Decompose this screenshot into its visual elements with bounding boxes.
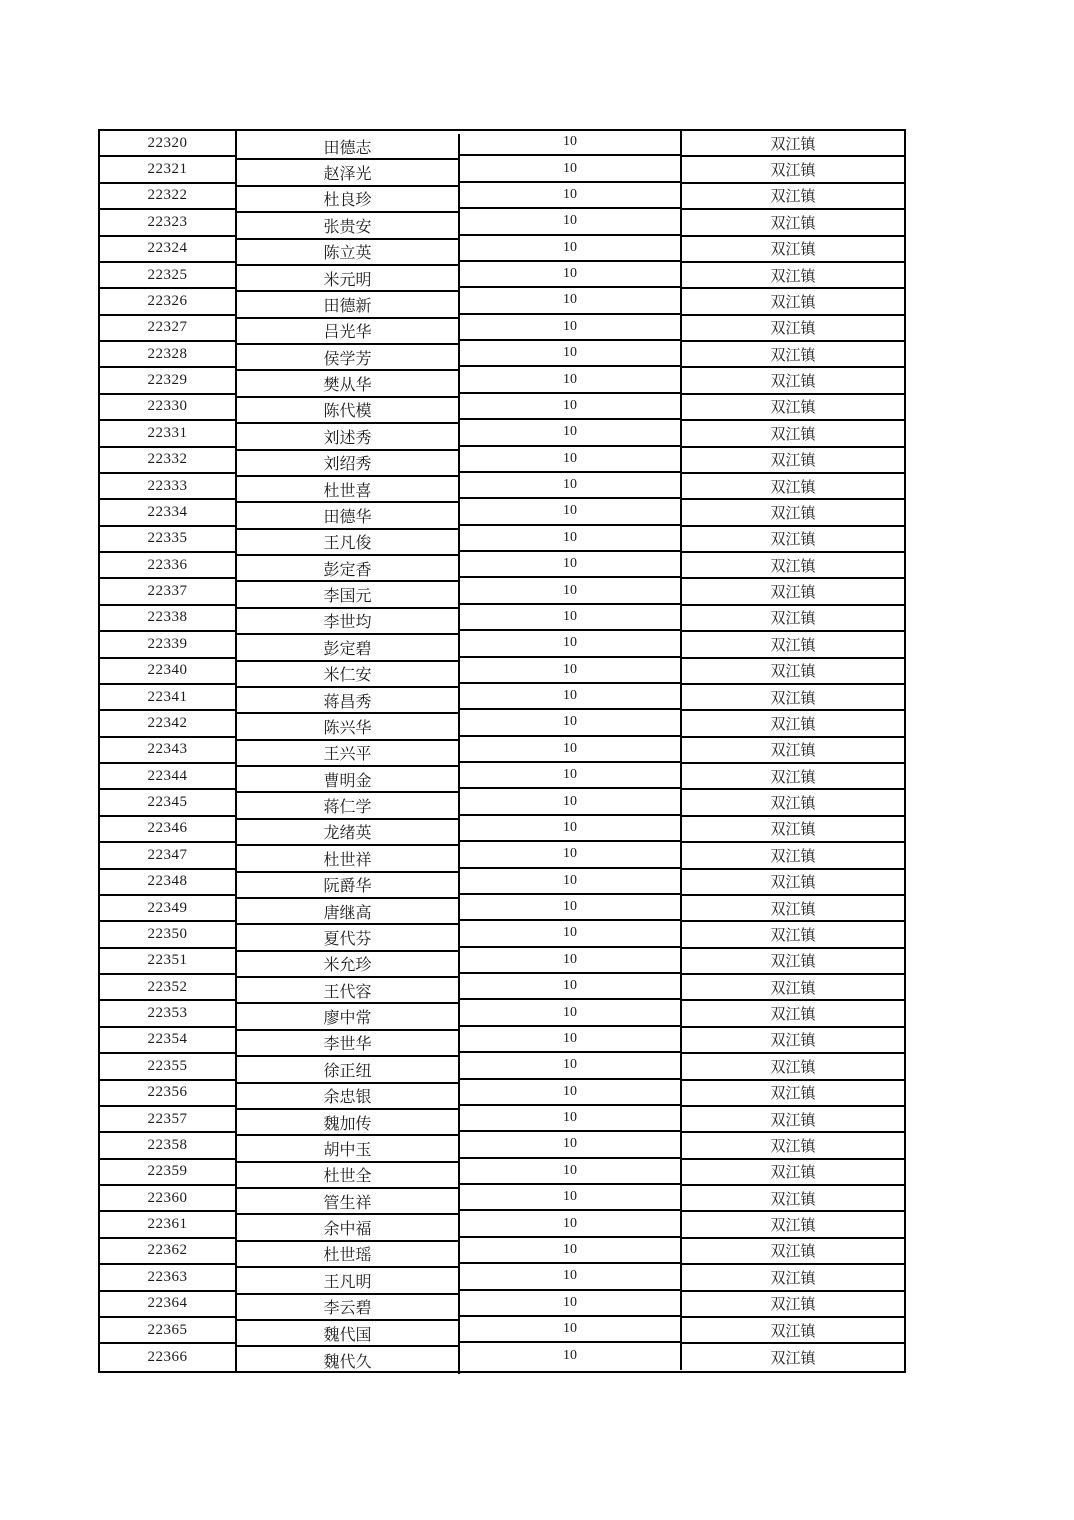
row-id-cell: 22345 <box>100 790 237 816</box>
town-cell: 双江镇 <box>682 579 904 605</box>
row-id-cell: 22325 <box>100 263 237 289</box>
person-name-cell: 刘述秀 <box>237 424 460 450</box>
town-cell: 双江镇 <box>682 1212 904 1238</box>
value-cell: 10 <box>460 447 682 473</box>
row-id-cell: 22343 <box>100 738 237 764</box>
row-id-cell: 22349 <box>100 896 237 922</box>
person-name-cell: 魏加传 <box>237 1110 460 1136</box>
town-cell: 双江镇 <box>682 368 904 394</box>
value-cell: 10 <box>460 1080 682 1106</box>
row-id-cell: 22356 <box>100 1081 237 1107</box>
person-name-cell: 余忠银 <box>237 1084 460 1110</box>
person-name-cell: 田德志 <box>237 134 460 160</box>
row-id-cell: 22358 <box>100 1133 237 1159</box>
value-cell: 10 <box>460 315 682 341</box>
row-id-cell: 22350 <box>100 922 237 948</box>
town-cell: 双江镇 <box>682 685 904 711</box>
person-name-cell: 余中福 <box>237 1215 460 1241</box>
value-cell: 10 <box>460 1000 682 1026</box>
town-cell: 双江镇 <box>682 131 904 157</box>
value-cell: 10 <box>460 1185 682 1211</box>
row-id-cell: 22321 <box>100 157 237 183</box>
row-id-cell: 22341 <box>100 685 237 711</box>
person-name-cell: 李国元 <box>237 582 460 608</box>
row-id-cell: 22359 <box>100 1160 237 1186</box>
row-id-cell: 22361 <box>100 1212 237 1238</box>
town-cell: 双江镇 <box>682 1081 904 1107</box>
person-name-cell: 魏代久 <box>237 1347 460 1373</box>
person-name-cell: 蒋仁学 <box>237 793 460 819</box>
row-id-cell: 22352 <box>100 975 237 1001</box>
person-name-cell: 杜世瑶 <box>237 1242 460 1268</box>
town-cell: 双江镇 <box>682 1292 904 1318</box>
town-cell: 双江镇 <box>682 738 904 764</box>
person-name-cell: 吕光华 <box>237 319 460 345</box>
value-cell: 10 <box>460 394 682 420</box>
value-cell: 10 <box>460 816 682 842</box>
town-cell: 双江镇 <box>770 1350 816 1367</box>
value-cell: 10 <box>460 420 682 446</box>
person-name-cell: 彭定碧 <box>237 635 460 661</box>
town-cell: 双江镇 <box>682 210 904 236</box>
town-cell: 双江镇 <box>682 949 904 975</box>
town-cell: 双江镇 <box>682 527 904 553</box>
person-name-cell: 田德新 <box>237 292 460 318</box>
person-name-cell: 陈立英 <box>237 240 460 266</box>
town-cell: 双江镇 <box>682 316 904 342</box>
value-cell: 10 <box>460 341 682 367</box>
row-id-cell: 22337 <box>100 579 237 605</box>
row-id-cell: 22348 <box>100 870 237 896</box>
person-name-cell: 龙绪英 <box>237 820 460 846</box>
value-cell: 10 <box>460 1264 682 1290</box>
row-id-cell: 22364 <box>100 1292 237 1318</box>
person-name-cell: 李世均 <box>237 609 460 635</box>
value-cell: 10 <box>460 710 682 736</box>
person-name-cell: 米允珍 <box>237 952 460 978</box>
row-id-cell: 22347 <box>100 843 237 869</box>
value-cell: 10 <box>460 658 682 684</box>
person-name-cell: 蒋昌秀 <box>237 688 460 714</box>
person-name-cell: 胡中玉 <box>237 1136 460 1162</box>
row-id-cell: 22339 <box>100 632 237 658</box>
person-name-cell: 樊从华 <box>237 371 460 397</box>
row-id-cell: 22355 <box>100 1054 237 1080</box>
value-cell: 10 <box>460 921 682 947</box>
town-cell: 双江镇 <box>682 1318 904 1344</box>
value-cell: 10 <box>460 605 682 631</box>
value-cell: 10 <box>460 1317 682 1343</box>
town-cell: 双江镇 <box>682 790 904 816</box>
row-id-cell: 22340 <box>100 659 237 685</box>
person-name-cell: 夏代芬 <box>237 925 460 951</box>
row-id-cell: 22331 <box>100 421 237 447</box>
value-cell: 10 <box>460 209 682 235</box>
value-cell: 10 <box>460 236 682 262</box>
row-id-cell: 22365 <box>100 1318 237 1344</box>
town-cell: 双江镇 <box>682 1001 904 1027</box>
town-cell: 双江镇 <box>682 711 904 737</box>
value-cell: 10 <box>460 1106 682 1132</box>
value-cell: 10 <box>460 1053 682 1079</box>
person-name-cell: 杜良珍 <box>237 187 460 213</box>
value-cell: 10 <box>460 367 682 393</box>
value-cell: 10 <box>460 288 682 314</box>
person-name-cell: 王凡俊 <box>237 530 460 556</box>
row-id-cell: 22330 <box>100 395 237 421</box>
value-cell: 10 <box>460 974 682 1000</box>
person-name-cell: 曹明金 <box>237 767 460 793</box>
town-cell: 双江镇 <box>682 237 904 263</box>
town-cell: 双江镇 <box>682 817 904 843</box>
person-name-cell: 唐继高 <box>237 899 460 925</box>
person-name-cell: 阮爵华 <box>237 873 460 899</box>
value-cell: 10 <box>460 1027 682 1053</box>
value-cell: 10 <box>460 130 682 156</box>
value-cell: 10 <box>460 684 682 710</box>
town-cell: 双江镇 <box>682 184 904 210</box>
town-cell: 双江镇 <box>682 1054 904 1080</box>
row-id-cell: 22328 <box>100 342 237 368</box>
person-name-cell: 赵泽光 <box>237 160 460 186</box>
person-name-cell: 廖中常 <box>237 1004 460 1030</box>
row-id-cell: 22324 <box>100 237 237 263</box>
row-id-cell: 22342 <box>100 711 237 737</box>
row-id-cell: 22363 <box>100 1265 237 1291</box>
town-cell: 双江镇 <box>682 448 904 474</box>
row-id-cell: 22344 <box>100 764 237 790</box>
person-name-cell: 杜世喜 <box>237 477 460 503</box>
row-id-cell: 22360 <box>100 1186 237 1212</box>
row-id-cell: 22354 <box>100 1028 237 1054</box>
row-id-cell: 22334 <box>100 500 237 526</box>
town-cell: 双江镇 <box>682 659 904 685</box>
town-cell: 双江镇 <box>682 553 904 579</box>
row-id-cell: 22351 <box>100 949 237 975</box>
town-cell: 双江镇 <box>682 263 904 289</box>
town-cell: 双江镇 <box>682 1160 904 1186</box>
row-id-cell: 22323 <box>100 210 237 236</box>
person-name-cell: 张贵安 <box>237 213 460 239</box>
value-cell: 10 <box>460 737 682 763</box>
town-cell: 双江镇 <box>682 606 904 632</box>
row-id-cell: 22346 <box>100 817 237 843</box>
person-name-cell: 李云碧 <box>237 1295 460 1321</box>
town-cell: 双江镇 <box>682 843 904 869</box>
person-name-cell: 王凡明 <box>237 1268 460 1294</box>
row-id-cell: 22329 <box>100 368 237 394</box>
value-cell: 10 <box>460 789 682 815</box>
row-id-cell: 22336 <box>100 553 237 579</box>
records-table <box>98 129 906 1373</box>
row-id-cell: 22335 <box>100 527 237 553</box>
town-cell: 双江镇 <box>682 289 904 315</box>
town-cell: 双江镇 <box>682 632 904 658</box>
value-cell: 10 <box>460 869 682 895</box>
row-id-cell: 22327 <box>100 316 237 342</box>
town-cell: 双江镇 <box>682 764 904 790</box>
town-cell: 双江镇 <box>682 395 904 421</box>
town-cell: 双江镇 <box>682 1133 904 1159</box>
value-cell: 10 <box>460 1211 682 1237</box>
value-cell: 10 <box>460 1159 682 1185</box>
town-cell: 双江镇 <box>682 870 904 896</box>
town-cell: 双江镇 <box>682 474 904 500</box>
town-cell: 双江镇 <box>682 896 904 922</box>
row-id-cell: 22320 <box>100 131 237 157</box>
town-cell: 双江镇 <box>682 1239 904 1265</box>
town-cell: 双江镇 <box>682 1265 904 1291</box>
value-cell: 10 <box>460 842 682 868</box>
person-name-cell: 杜世祥 <box>237 846 460 872</box>
row-id-cell: 22366 <box>100 1344 237 1370</box>
row-id-cell: 22338 <box>100 606 237 632</box>
value-cell: 10 <box>460 1291 682 1317</box>
value-cell: 10 <box>460 948 682 974</box>
row-id-cell: 22322 <box>100 184 237 210</box>
value-cell: 10 <box>460 156 682 182</box>
value-cell: 10 <box>460 631 682 657</box>
person-name-cell: 徐正纽 <box>237 1057 460 1083</box>
town-cell: 双江镇 <box>682 1186 904 1212</box>
town-cell: 双江镇 <box>682 1028 904 1054</box>
person-name-cell: 杜世全 <box>237 1163 460 1189</box>
person-name-cell: 李世华 <box>237 1031 460 1057</box>
town-cell: 双江镇 <box>682 342 904 368</box>
row-id-cell: 22362 <box>100 1239 237 1265</box>
value-cell: 10 <box>460 262 682 288</box>
person-name-cell: 刘绍秀 <box>237 451 460 477</box>
person-name-cell: 彭定香 <box>237 556 460 582</box>
person-name-cell: 管生祥 <box>237 1189 460 1215</box>
person-name-cell: 田德华 <box>237 503 460 529</box>
value-cell: 10 <box>460 1132 682 1158</box>
person-name-cell: 米元明 <box>237 266 460 292</box>
value-cell: 10 <box>460 1343 682 1369</box>
town-cell: 双江镇 <box>682 500 904 526</box>
row-id-cell: 22333 <box>100 474 237 500</box>
value-cell: 10 <box>460 526 682 552</box>
person-name-cell: 陈代模 <box>237 398 460 424</box>
town-cell: 双江镇 <box>682 157 904 183</box>
row-id-cell: 22326 <box>100 289 237 315</box>
town-cell: 双江镇 <box>682 421 904 447</box>
value-cell: 10 <box>460 499 682 525</box>
town-cell: 双江镇 <box>682 1107 904 1133</box>
row-id-cell: 22332 <box>100 448 237 474</box>
value-cell: 10 <box>460 895 682 921</box>
value-cell: 10 <box>460 183 682 209</box>
town-cell: 双江镇 <box>682 975 904 1001</box>
row-id-cell: 22353 <box>100 1001 237 1027</box>
value-cell: 10 <box>460 473 682 499</box>
town-cell: 双江镇 <box>682 922 904 948</box>
person-name-cell: 米仁安 <box>237 662 460 688</box>
row-id-cell: 22357 <box>100 1107 237 1133</box>
value-cell: 10 <box>460 1238 682 1264</box>
value-cell: 10 <box>460 763 682 789</box>
value-cell: 10 <box>460 552 682 578</box>
value-cell: 10 <box>460 578 682 604</box>
person-name-cell: 王兴平 <box>237 741 460 767</box>
person-name-cell: 王代容 <box>237 978 460 1004</box>
person-name-cell: 魏代国 <box>237 1321 460 1347</box>
person-name-cell: 陈兴华 <box>237 714 460 740</box>
person-name-cell: 侯学芳 <box>237 345 460 371</box>
